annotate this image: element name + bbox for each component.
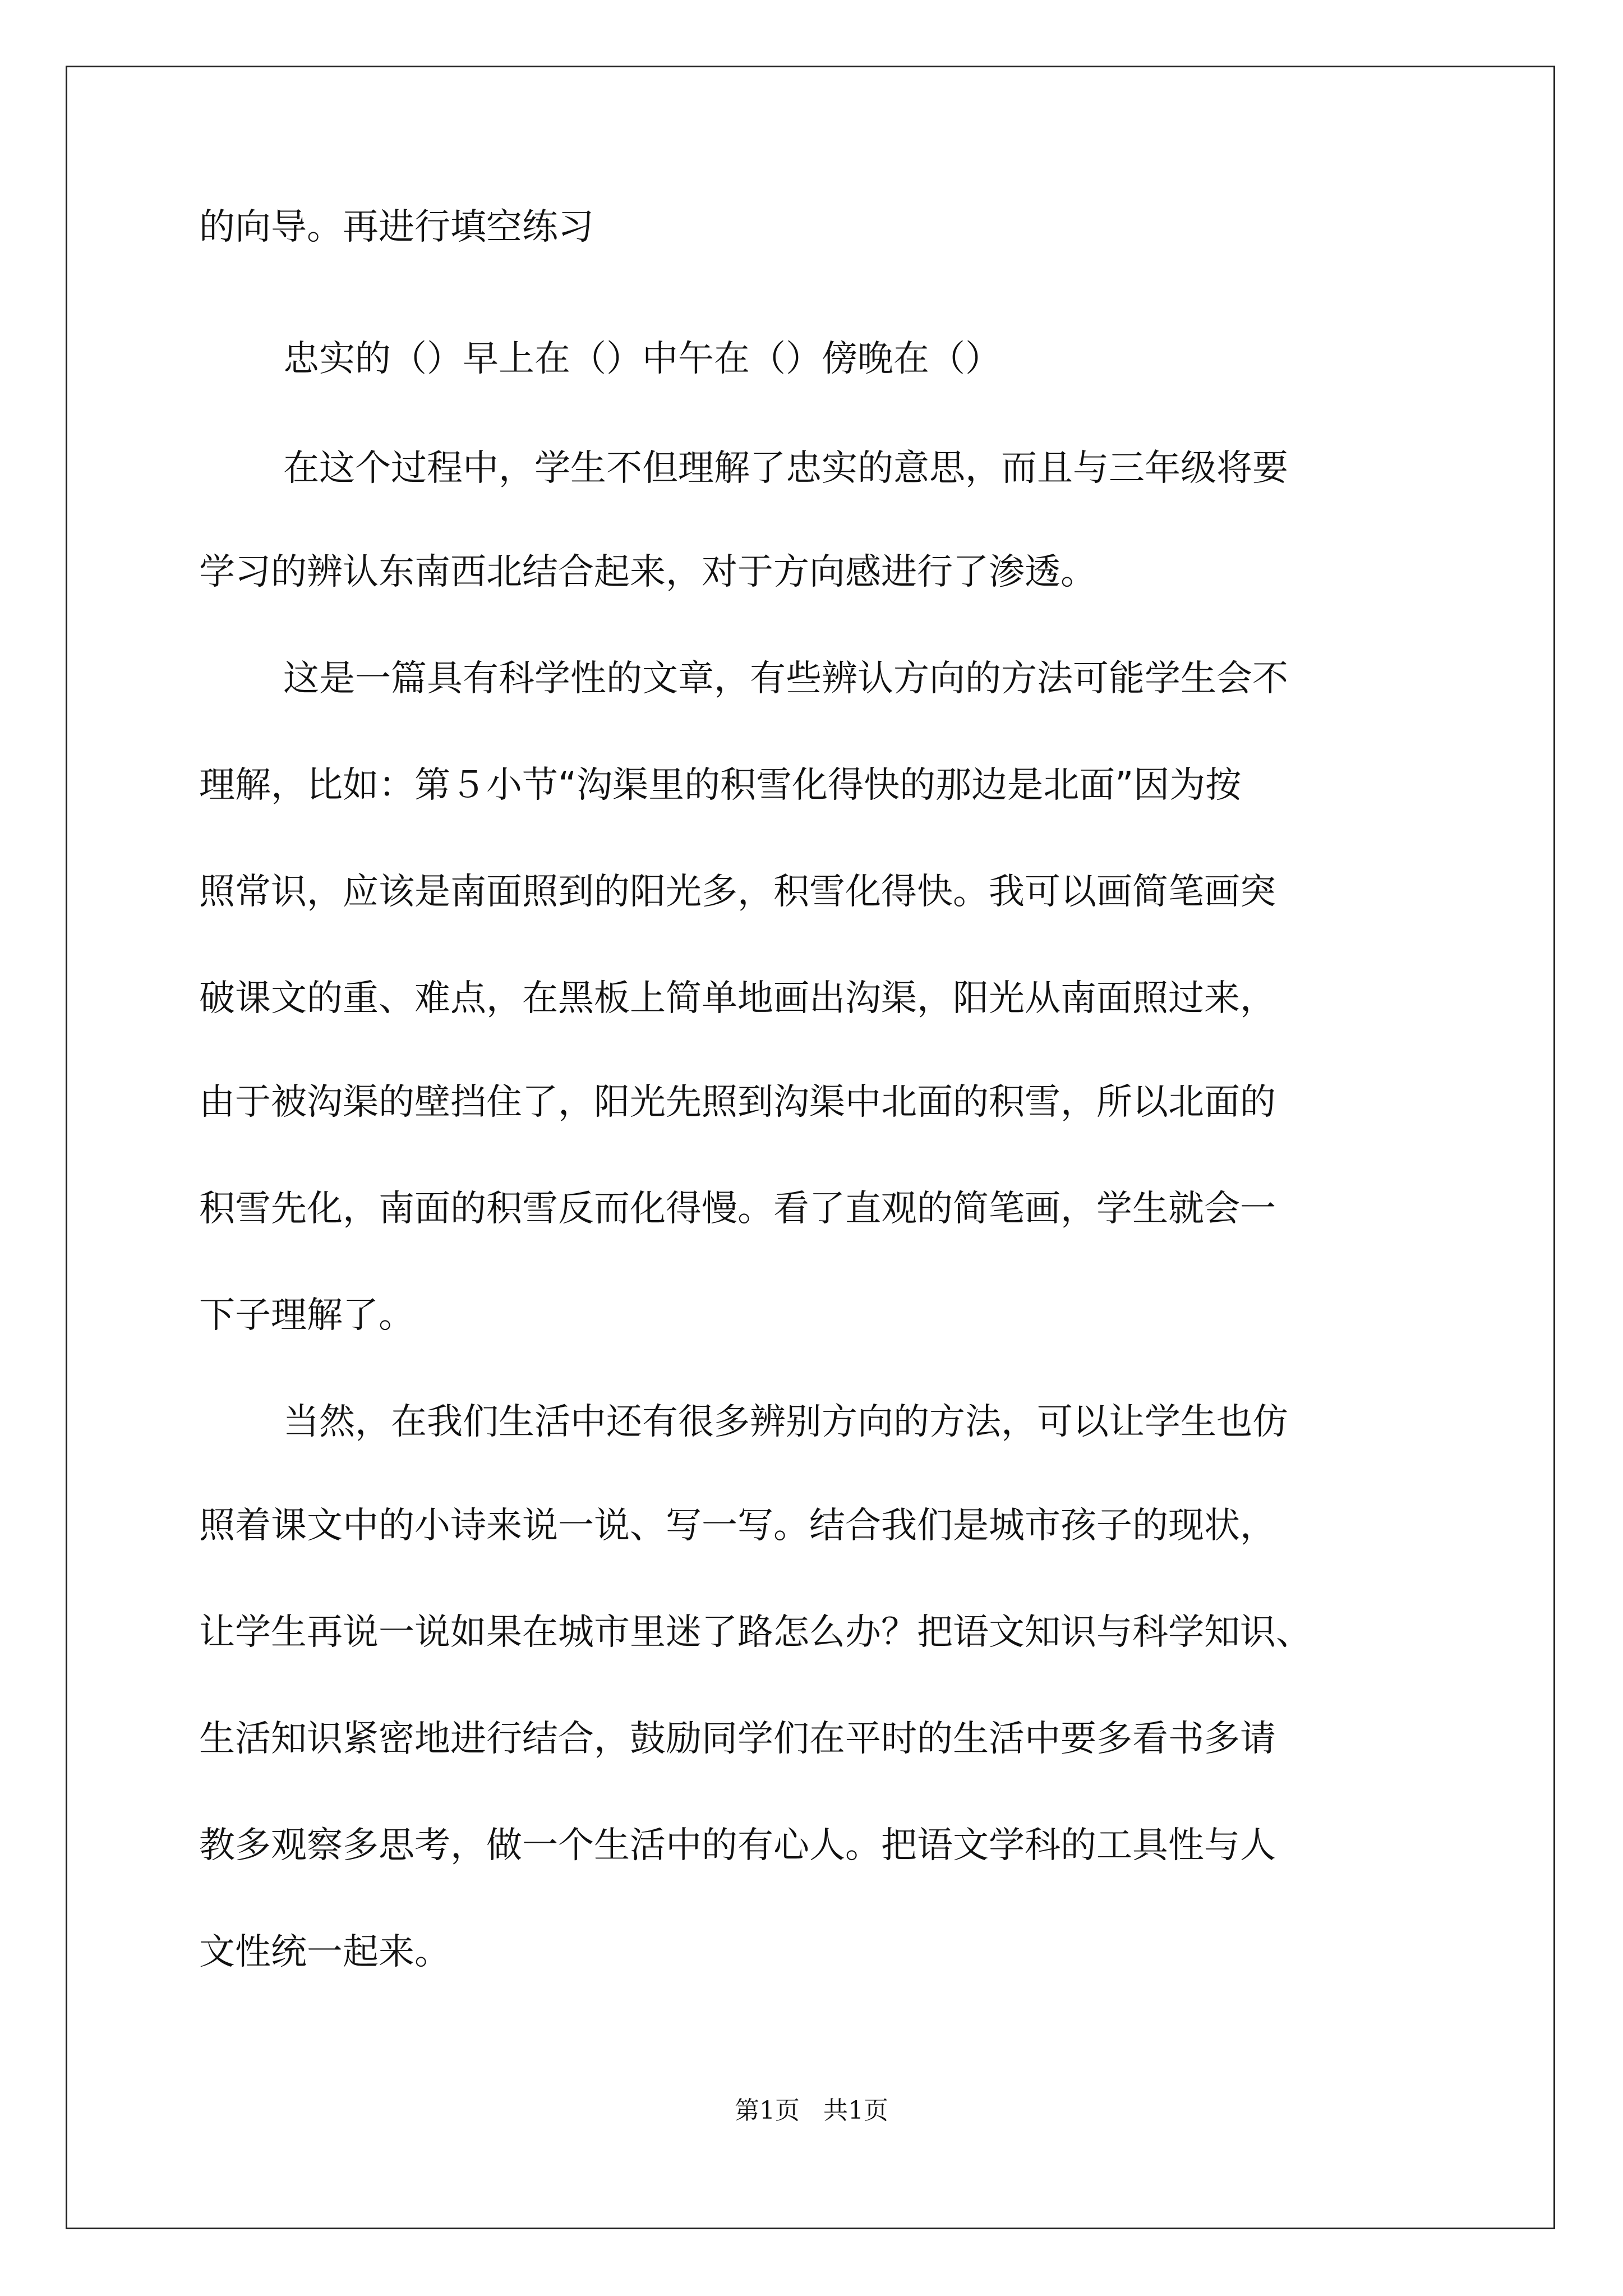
- text-line-8: 破课文的重、难点，在黑板上简单地画出沟渠，阳光从南面照过来，: [199, 978, 1276, 1019]
- text-line-4: 学习的辨认东南西北结合起来，对于方向感进行了渗透。: [199, 551, 1096, 593]
- text-line-14: 让学生再说一说如果在城市里迷了路怎么办？把语文知识与科学知识、: [199, 1612, 1312, 1653]
- text-line-12: 当然，在我们生活中还有很多辨别方向的方法，可以让学生也仿: [283, 1401, 1288, 1443]
- page-border: [66, 66, 1555, 2229]
- text-line-15: 生活知识紧密地进行结合，鼓励同学们在平时的生活中要多看书多请: [199, 1718, 1276, 1760]
- text-line-6: 理解，比如：第５小节“沟渠里的积雪化得快的那边是北面”因为按: [199, 765, 1242, 806]
- text-line-7: 照常识，应该是南面照到的阳光多，积雪化得快。我可以画简笔画突: [199, 871, 1276, 913]
- text-line-11: 下子理解了。: [199, 1295, 414, 1336]
- text-line-10: 积雪先化，南面的积雪反而化得慢。看了直观的简笔画，学生就会一: [199, 1188, 1276, 1230]
- text-line-17: 文性统一起来。: [199, 1931, 450, 1973]
- text-line-16: 教多观察多思考，做一个生活中的有心人。把语文学科的工具性与人: [199, 1825, 1276, 1866]
- text-line-13: 照着课文中的小诗来说一说、写一写。结合我们是城市孩子的现状，: [199, 1505, 1276, 1547]
- text-line-3: 在这个过程中，学生不但理解了忠实的意思，而且与三年级将要: [283, 448, 1288, 489]
- text-line-9: 由于被沟渠的壁挡住了，阳光先照到沟渠中北面的积雪，所以北面的: [199, 1082, 1276, 1123]
- page-footer: 第1页 共1页: [735, 2096, 888, 2125]
- text-line-1: 的向导。再进行填空练习: [199, 206, 594, 248]
- text-line-2: 忠实的（）早上在（）中午在（）傍晚在（）: [283, 338, 1001, 380]
- text-line-5: 这是一篇具有科学性的文章，有些辨认方向的方法可能学生会不: [283, 658, 1288, 700]
